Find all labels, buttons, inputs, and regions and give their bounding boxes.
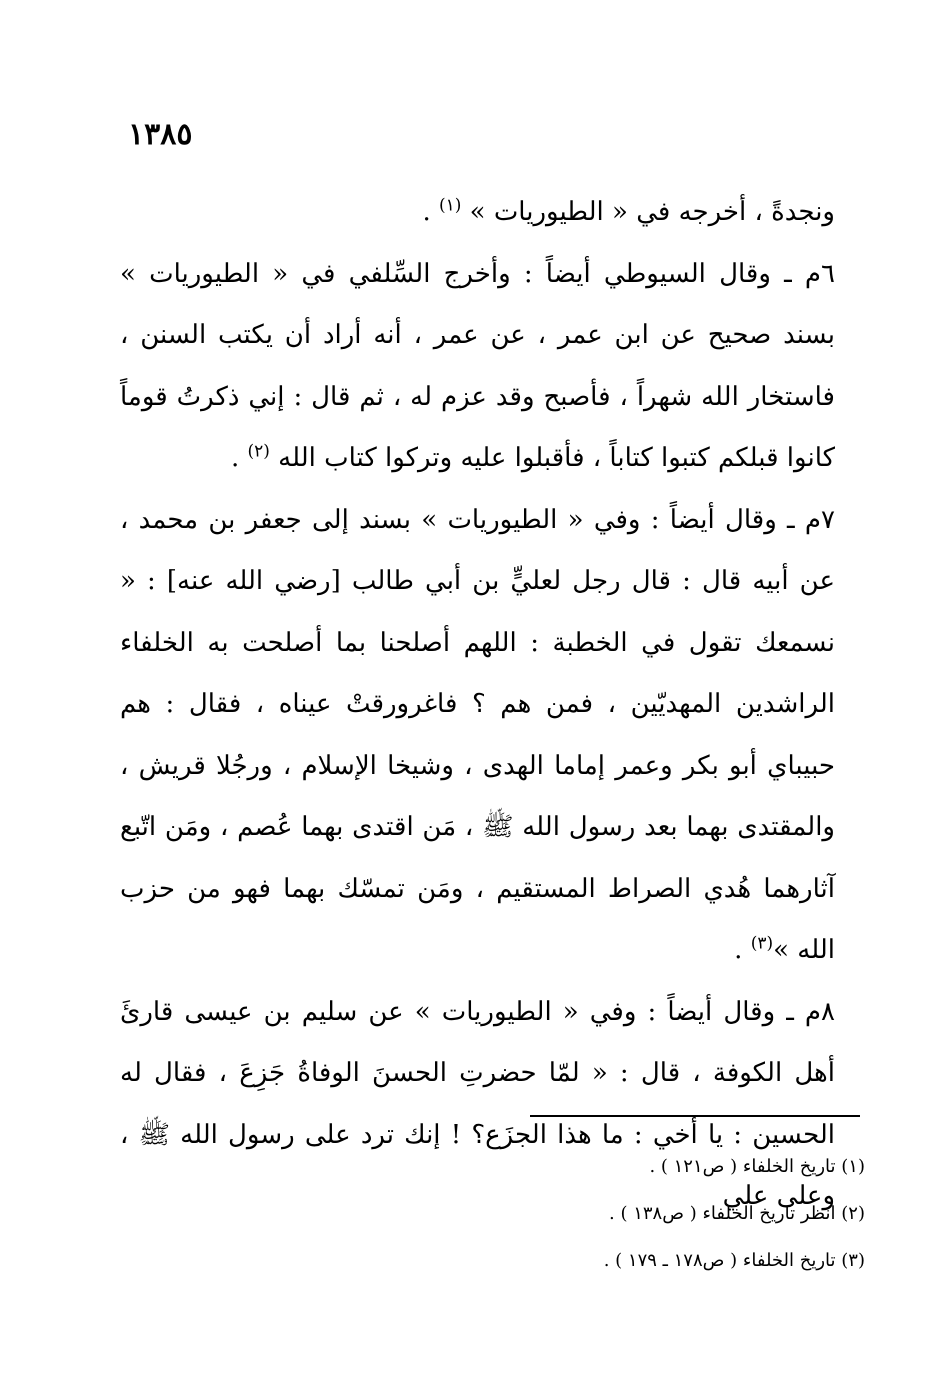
page-number: ١٣٨٥ bbox=[128, 117, 193, 152]
paragraph-1 bbox=[120, 182, 835, 244]
paragraph-text: ٧م ـ وقال أيضاً : وفي « الطيوريات » بسند إلى جعفر بن محمد ، عن أبيه قال : قال رجل لعليٍّ بن أبي طالب [رضي الله عنه] : « نسمعك تقول في الخطبة : اللهم أصلحنا بما أصلحت به الخلفاء الراشدين المهديّين ، فمن هم ؟ فاغرورقتْ عيناه ، فقال : هم حبيباي أبو بكر وعمر إماما الهدى ، وشيخا الإسلام ، ورجُلا قريش ، والمقتدى بهما بعد رسول الله ﷺ ، مَن اقتدى بهما عُصم ، ومَن اتّبع آثارهما هُدي الصراط المستقيم ، ومَن تمسّك بهما فهو من حزب الله » bbox=[120, 504, 835, 965]
footnote-reference: (١) bbox=[438, 195, 462, 216]
paragraph-text: ٨م ـ وقال أيضاً : وفي « الطيوريات » عن سليم بن عيسى قارئَ أهل الكوفة ، قال : « لمّا حضرتِ الحسنَ الوفاةُ جَزِعَ ، فقال له الحسين : يا أخي : ما هذا الجزَع؟ ! إنك ترد على رسول الله ﷺ ، وعلى علي bbox=[120, 996, 835, 1211]
footnotes bbox=[300, 1143, 865, 1284]
paragraph-text: ونجدةً ، أخرجه في « الطيوريات » bbox=[469, 197, 835, 227]
footnote-separator bbox=[530, 1115, 860, 1117]
footnote-1: (١) تاريخ الخلفاء ( ص١٢١ ) . bbox=[649, 1156, 865, 1177]
footnote-2: (٢) انظر تاريخ الخلفاء ( ص١٣٨ ) . bbox=[609, 1203, 865, 1224]
footnote-3: (٣) تاريخ الخلفاء ( ص١٧٨ ـ ١٧٩ ) . bbox=[603, 1250, 865, 1271]
paragraph-2 bbox=[120, 244, 835, 490]
paragraph-3 bbox=[120, 490, 835, 982]
footnote-reference: (٢) bbox=[247, 441, 270, 462]
paragraph-end: . bbox=[422, 197, 439, 227]
paragraph-text: ٦م ـ وقال السيوطي أيضاً : وأخرج السِّلفي في « الطيوريات » بسند صحيح عن ابن عمر ، عن عمر ، أنه أراد أن يكتب السنن ، فاستخار الله شهراً ، فأصبح وقد عزم له ، ثم قال : إني ذكرتُ قوماً كانوا قبلكم كتبوا كتاباً ، فأقبلوا عليه وتركوا كتاب الله bbox=[120, 258, 835, 473]
main-text bbox=[120, 182, 835, 1228]
footnote-reference: (٣) bbox=[750, 933, 774, 954]
paragraph-end: . bbox=[734, 935, 751, 965]
paragraph-end: . bbox=[230, 443, 248, 473]
